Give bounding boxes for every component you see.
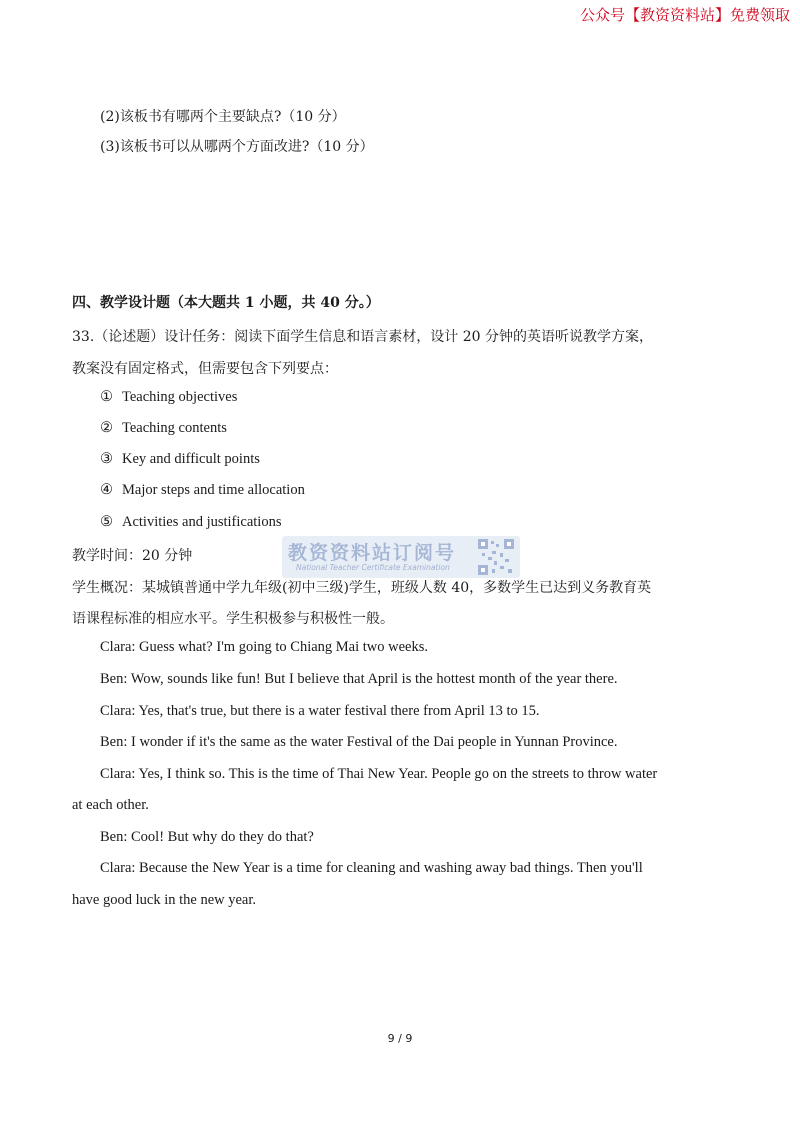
dialogue-line: Clara: Yes, I think so. This is the time of Thai New Year. People go on the streets to throw water <box>100 766 658 782</box>
point-item <box>100 389 237 406</box>
watermark <box>282 536 520 578</box>
question-3: (3)该板书可以从哪两个方面改进?（10 分） <box>100 139 374 155</box>
point-text: Teaching contents <box>122 420 227 436</box>
dialogue-line: at each other. <box>72 797 149 813</box>
dialogue-line: Ben: Wow, sounds like fun! But I believe that April is the hottest month of the year there. <box>100 671 618 687</box>
question-2: (2)该板书有哪两个主要缺点?（10 分） <box>100 109 346 125</box>
point-text: Activities and justifications <box>122 514 282 530</box>
watermark-subtitle: National Teacher Certificate Examination <box>296 563 450 572</box>
dialogue-line: Ben: I wonder if it's the same as the water Festival of the Dai people in Yunnan Province. <box>100 734 618 750</box>
point-number: ⑤ <box>100 514 113 530</box>
header-promo-tag: 公众号【教资资料站】免费领取 <box>579 6 790 24</box>
task-line-2: 教案没有固定格式，但需要包含下列要点： <box>72 361 338 377</box>
point-item <box>100 482 305 499</box>
student-overview-line-2: 语课程标准的相应水平。学生积极参与积极性一般。 <box>72 611 394 627</box>
dialogue-line: have good luck in the new year. <box>72 892 257 908</box>
dialogue-line: Clara: Guess what? I'm going to Chiang Mai two weeks. <box>100 639 428 655</box>
point-text: Key and difficult points <box>122 451 260 467</box>
qr-code-icon <box>478 539 514 575</box>
point-number: ② <box>100 420 113 436</box>
dialogue-line: Clara: Because the New Year is a time for cleaning and washing away bad things. Then you'll <box>100 860 643 876</box>
watermark-title: 教资资料站订阅号 <box>288 542 457 564</box>
point-item <box>100 451 260 468</box>
point-item <box>100 514 281 531</box>
point-text: Teaching objectives <box>122 389 238 405</box>
point-text: Major steps and time allocation <box>122 482 305 498</box>
point-number: ④ <box>100 482 113 498</box>
point-number: ① <box>100 389 113 405</box>
page-number: 9 / 9 <box>387 1032 413 1045</box>
section-title: 四、教学设计题（本大题共 1 小题，共 40 分。） <box>72 295 380 311</box>
point-number: ③ <box>100 451 113 467</box>
dialogue-line: Clara: Yes, that's true, but there is a water festival there from April 13 to 15. <box>100 703 540 719</box>
task-line-1: 33.（论述题）设计任务：阅读下面学生信息和语言素材，设计 20 分钟的英语听说教学方案， <box>72 329 653 345</box>
student-overview-line-1: 学生概况：某城镇普通中学九年级(初中三级)学生，班级人数 40，多数学生已达到义务教育英 <box>72 580 652 596</box>
dialogue-line: Ben: Cool! But why do they do that? <box>100 829 314 845</box>
teaching-time: 教学时间：20 分钟 <box>72 548 193 564</box>
point-item <box>100 420 227 437</box>
